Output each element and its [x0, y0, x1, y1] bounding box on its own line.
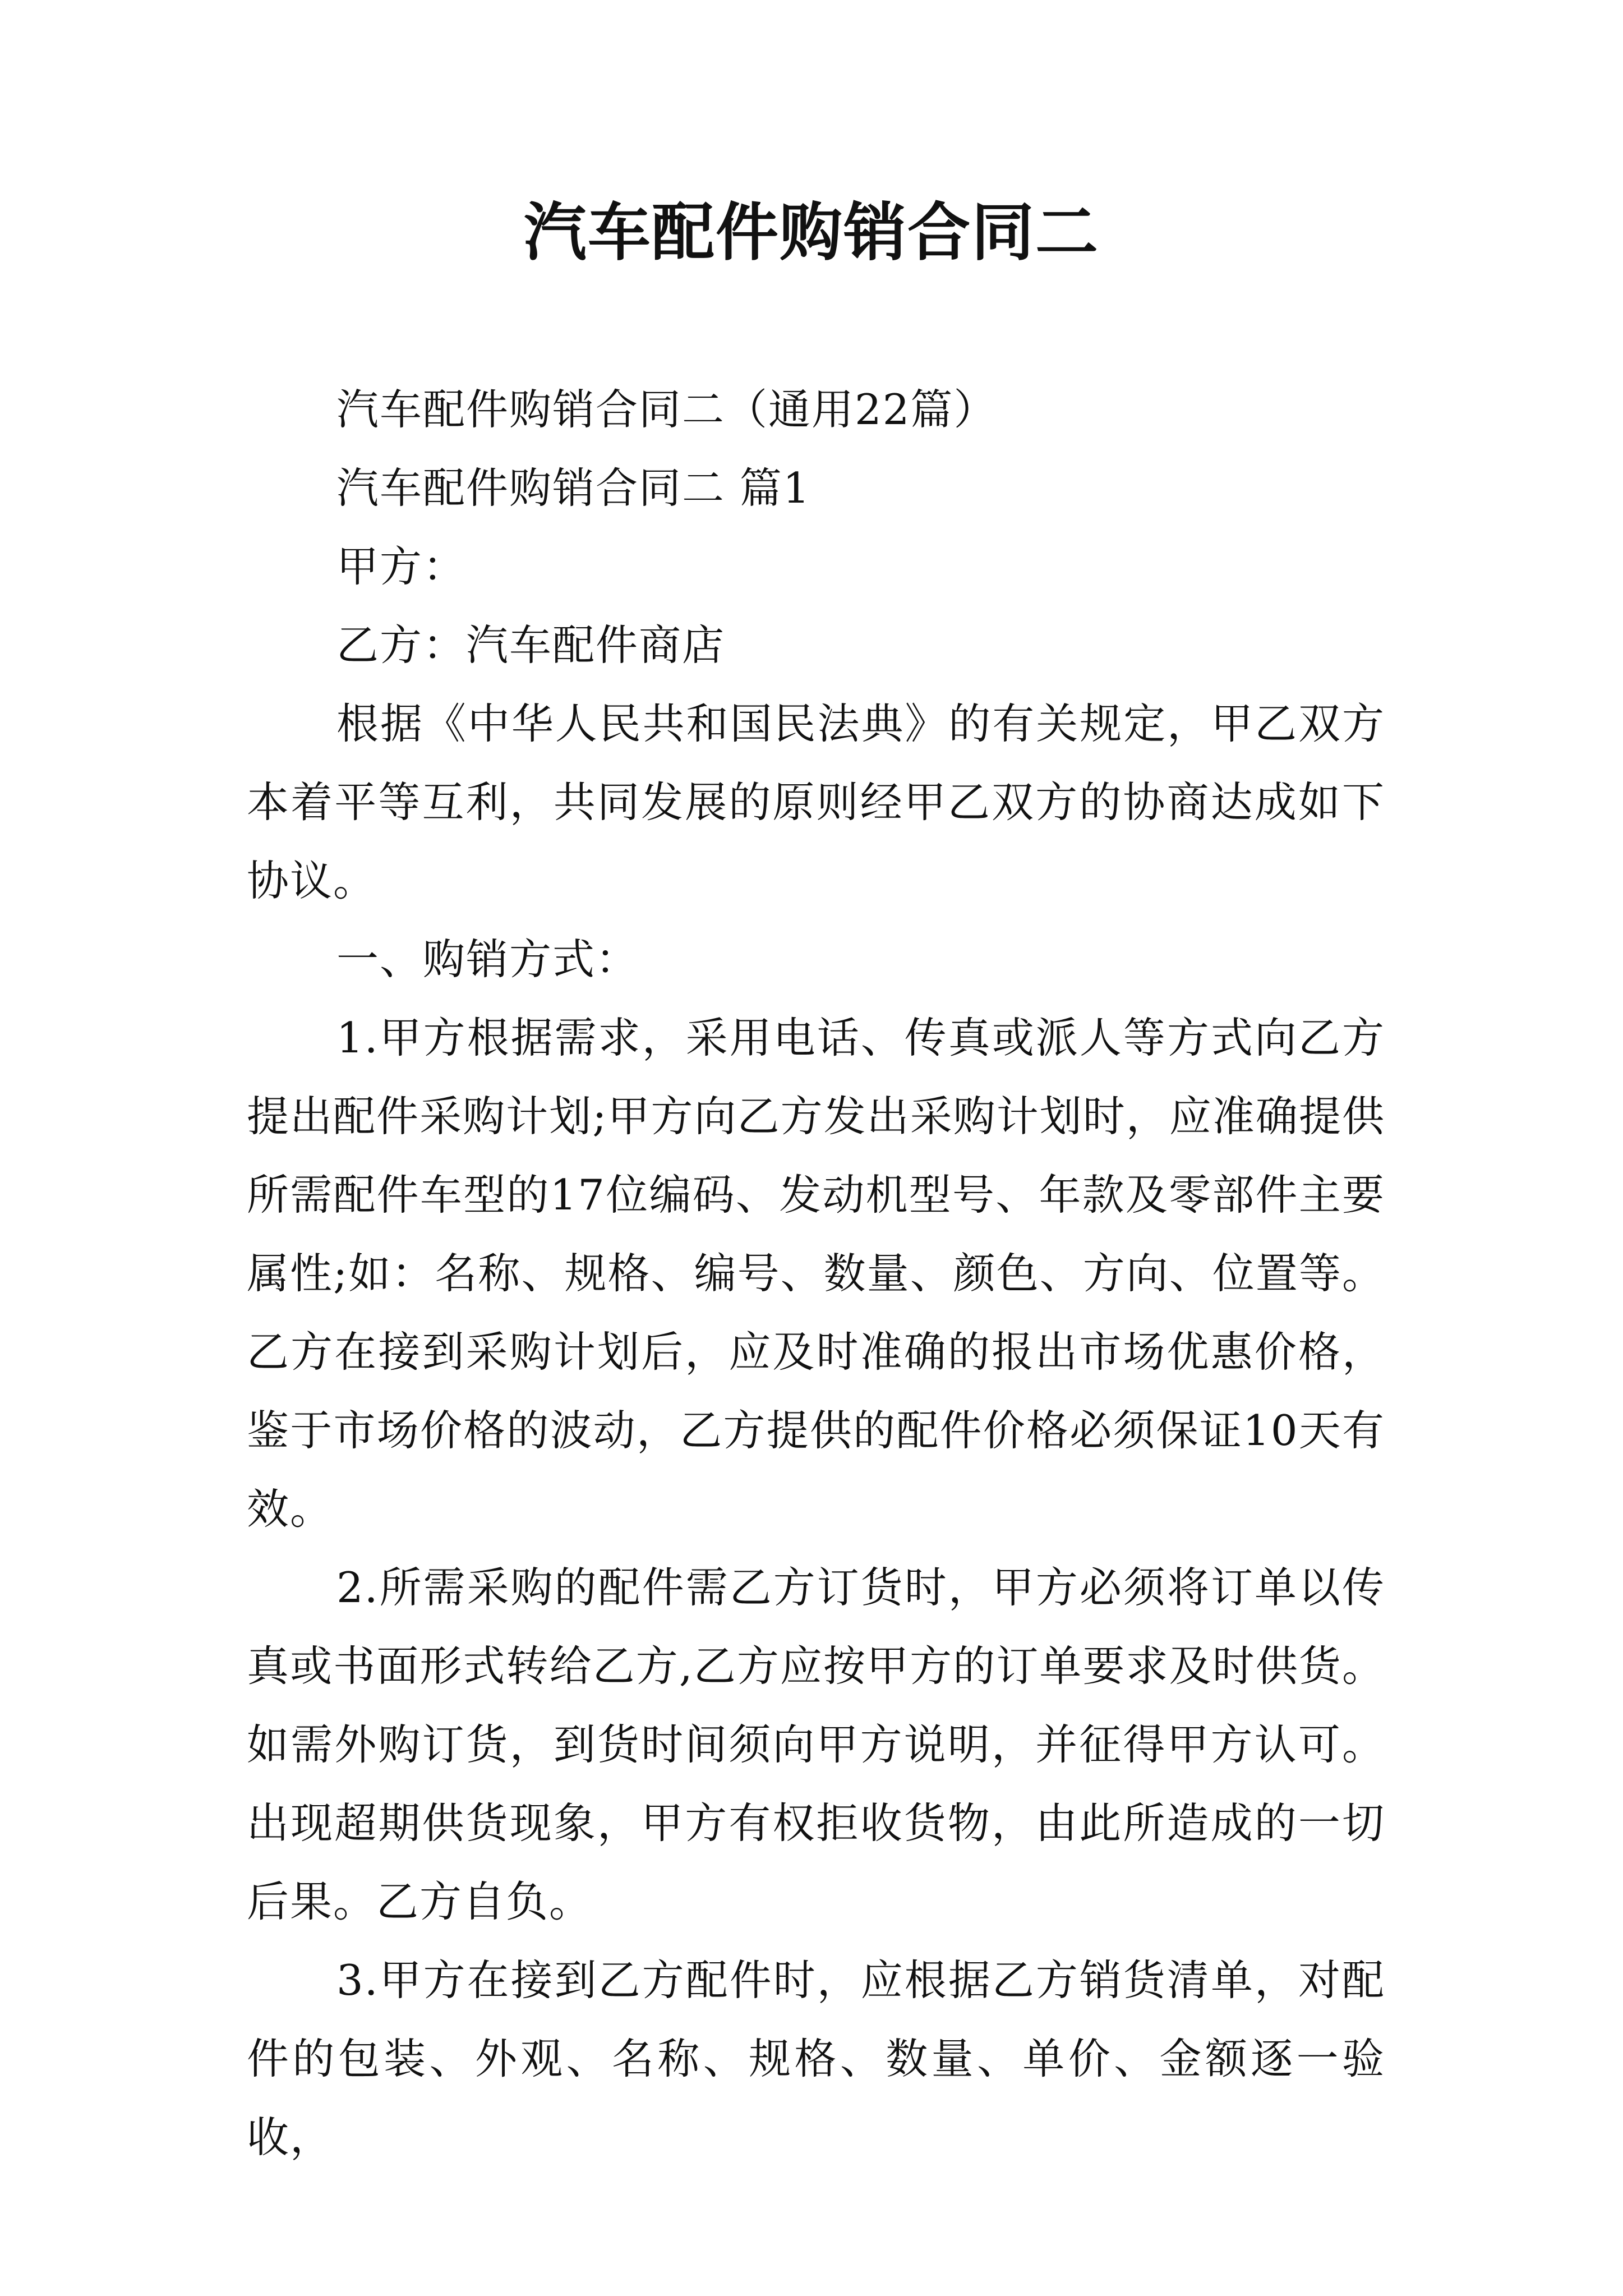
- paragraph-subtitle: 汽车配件购销合同二（通用22篇）: [336, 385, 997, 434]
- paragraph-party-b: 乙方：汽车配件商店: [336, 620, 726, 670]
- paragraph-party-a: 甲方：: [336, 542, 467, 591]
- paragraph-clause-1: 1.甲方根据需求，采用电话、传真或派人等方式向乙方提出配件采购计划;甲方向乙方发出采购计划时，应准确提供所需配件车型的17位编码、发动机型号、年款及零部件主要属性;如：名称、规格、编号、数量、颜色、方向、位置等。乙方在接到采购计划后，应及时准确的报出市场优惠价格，鉴于市场价格的波动，乙方提供的配件价格必须保证10天有效。: [247, 1013, 1385, 1534]
- document-title: 汽车配件购销合同二: [524, 196, 1099, 269]
- paragraph-section-heading: 汽车配件购销合同二 篇1: [336, 463, 811, 513]
- paragraph-preamble: 根据《中华人民共和国民法典》的有关规定，甲乙双方本着平等互利，共同发展的原则经甲乙双方的协商达成如下协议。: [247, 699, 1385, 905]
- paragraph-clause-2: 2.所需采购的配件需乙方订货时，甲方必须将订单以传真或书面形式转给乙方,乙方应按甲方的订单要求及时供货。如需外购订货，到货时间须向甲方说明，并征得甲方认可。出现超期供货现象，甲方有权拒收货物，由此所造成的一切后果。乙方自负。: [247, 1563, 1385, 1926]
- paragraph-clause-3: 3.甲方在接到乙方配件时，应根据乙方销货清单，对配件的包装、外观、名称、规格、数量、单价、金额逐一验收，: [247, 1955, 1385, 2162]
- paragraph-clause-heading: 一、购销方式：: [336, 935, 639, 984]
- document-body: [247, 370, 1385, 2177]
